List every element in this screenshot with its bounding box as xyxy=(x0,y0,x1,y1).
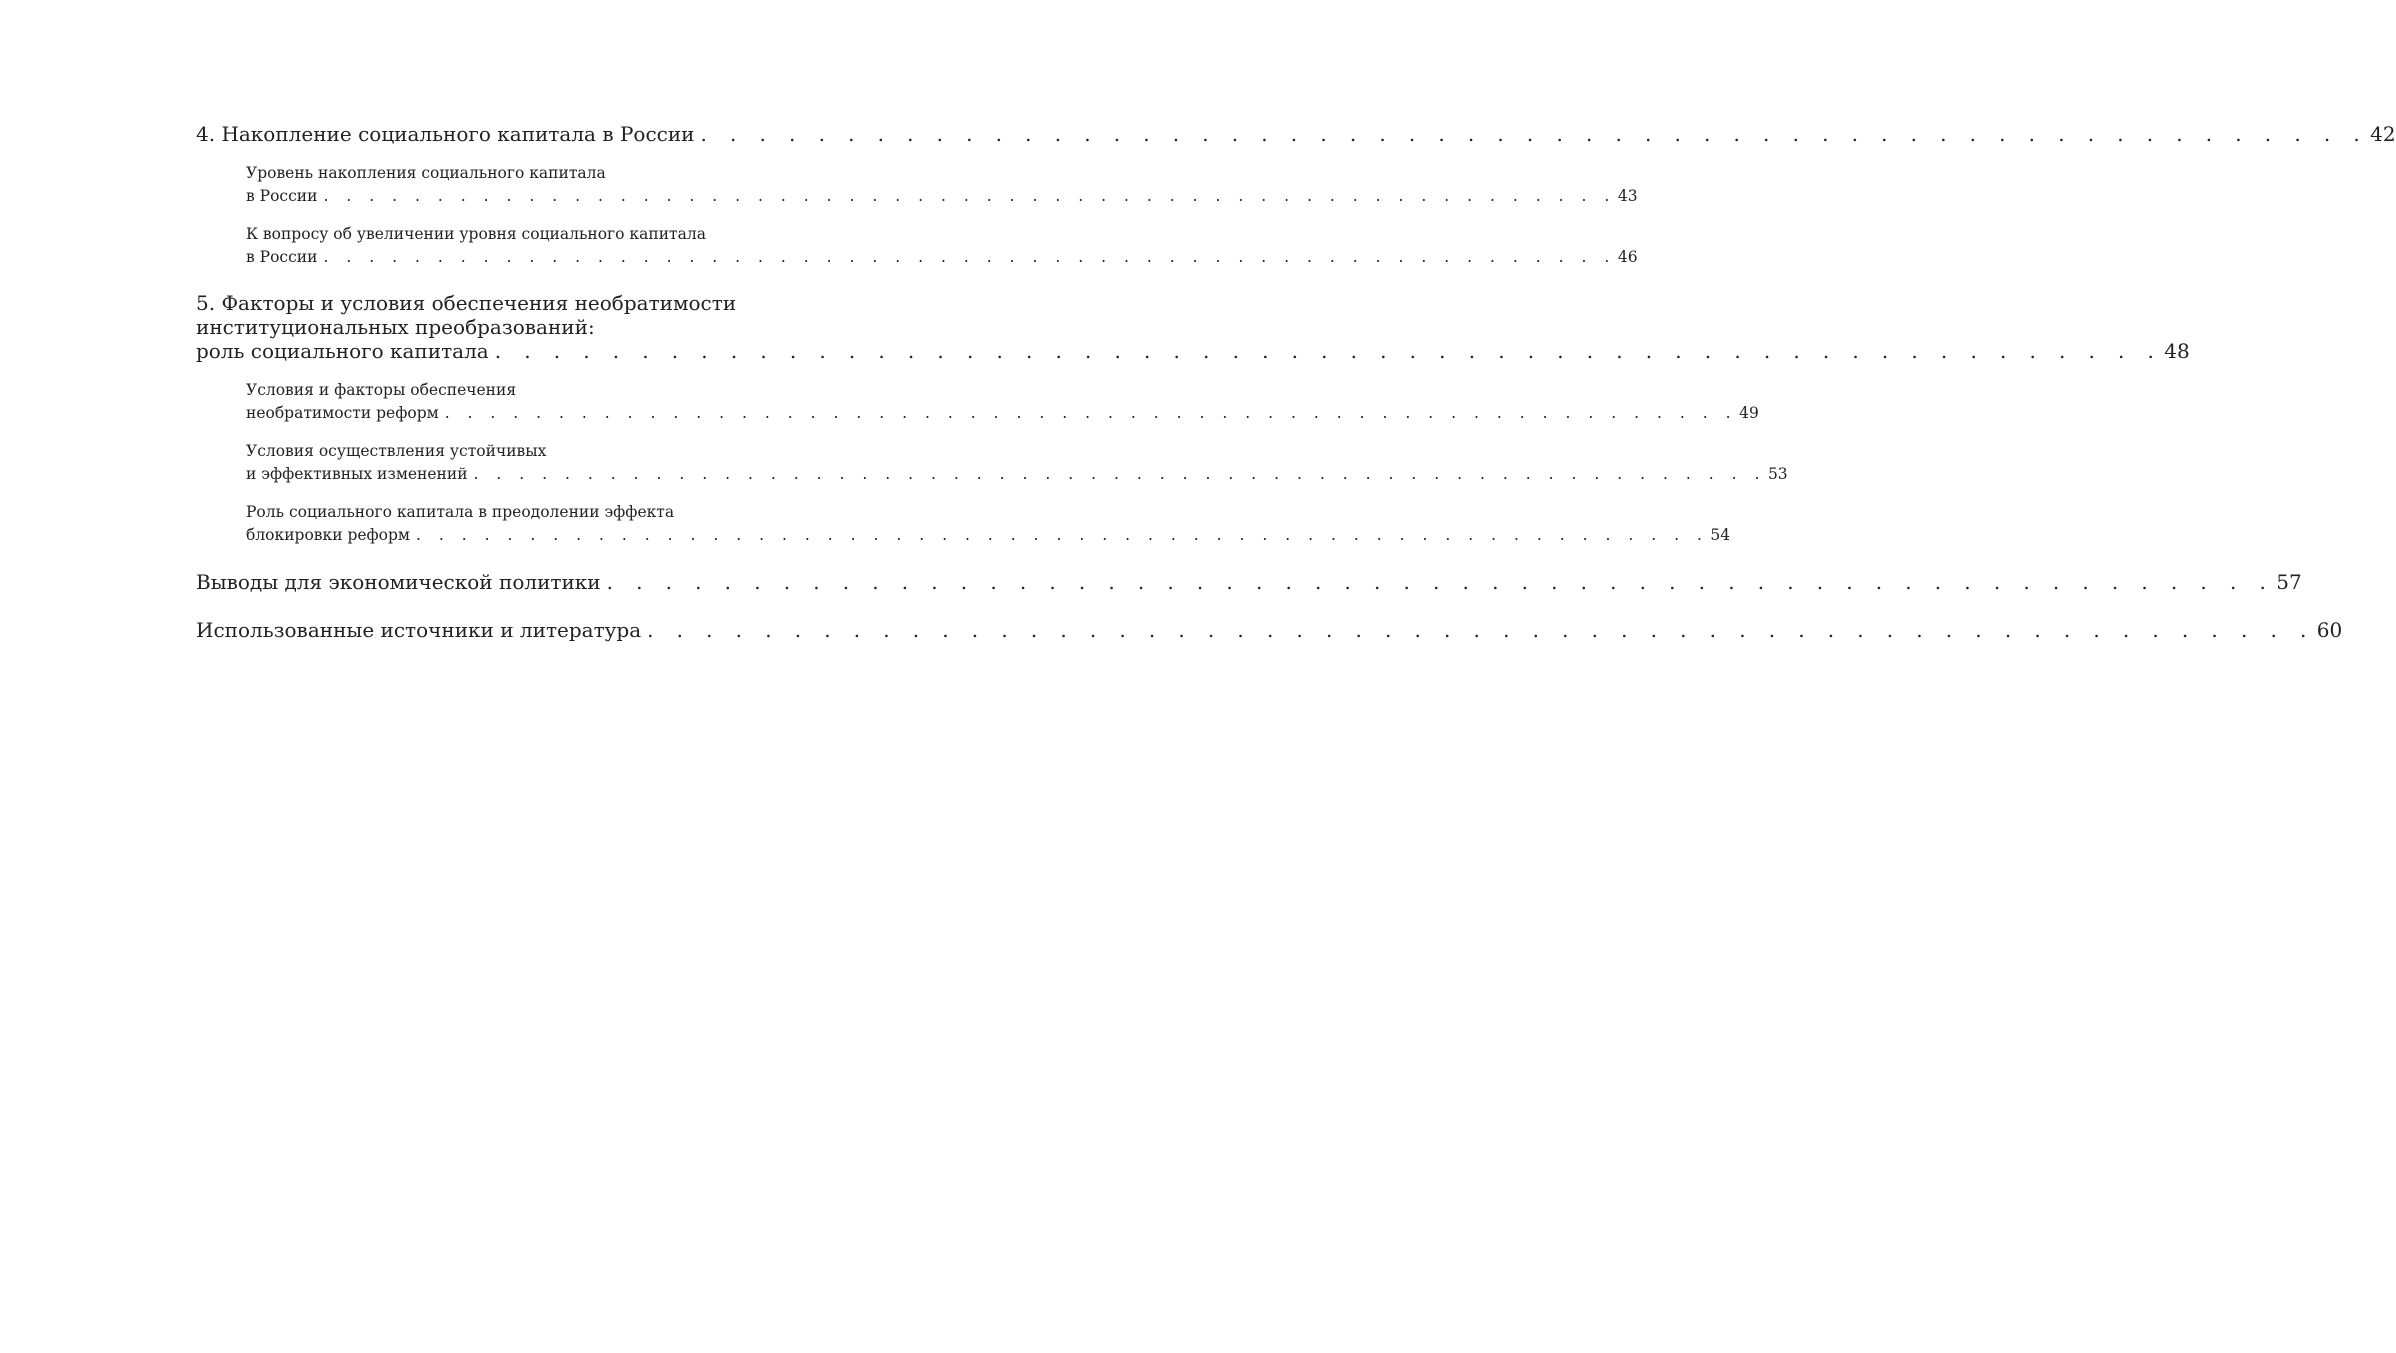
toc-subentry-4-2[interactable] xyxy=(246,223,1638,269)
toc-entry-page-number: 42 xyxy=(2370,122,2396,146)
toc-entry-page-number: 48 xyxy=(2164,339,2190,363)
toc-subentry-5-3[interactable] xyxy=(246,501,1731,547)
toc-entry-conclusions[interactable] xyxy=(196,570,2302,594)
dot-leader: . . . . . . . . . . . . . . . . . . . . . . . . . . . . . . . . . . . . . . . . . . . . . . . . . . . . . . . . . xyxy=(323,248,1616,266)
toc-entry-title-line: 5. Факторы и условия обеспечения необратимости xyxy=(196,291,737,315)
toc-subentry-page-number: 49 xyxy=(1739,404,1759,422)
toc-subentry-title-line: Роль социального капитала в преодолении эффекта xyxy=(246,503,675,521)
dot-leader: . . . . . . . . . . . . . . . . . . . . . . . . . . . . . . . . . . . . . . . . . . . . . . . . . . . . . . . . . xyxy=(444,404,1738,422)
dot-leader: . . . . . . . . . . . . . . . . . . . . . . . . . . . . . . . . . . . . . . . . . . . . . . . . . . . . . . . . . xyxy=(473,465,1766,483)
toc-subentry-page-number: 46 xyxy=(1617,248,1638,266)
dot-leader: . . . . . . . . . . . . . . . . . . . . . . . . . . . . . . . . . . . . . . . . . . . . . . . . . . . . . . . . . xyxy=(494,339,2163,363)
toc-subentry-title-line: К вопросу об увеличении уровня социального капитала xyxy=(246,225,706,243)
toc-subentry-title-line: Условия осуществления устойчивых xyxy=(246,442,547,460)
toc-subentry-title-line: Уровень накопления социального капитала xyxy=(246,164,606,182)
toc-subentry-4-1[interactable] xyxy=(246,162,1638,208)
toc-subentry-title-last-line: необратимости реформ xyxy=(246,404,439,422)
toc-entry-sources[interactable] xyxy=(196,618,2343,642)
toc-entry-title-line: институциональных преобразований: xyxy=(196,315,595,339)
toc-subentry-page-number: 43 xyxy=(1617,187,1638,205)
toc-subentry-page-number: 54 xyxy=(1710,526,1731,544)
toc-subentry-title-last-line: блокировки реформ xyxy=(246,526,410,544)
toc-entry-title-last-line: роль социального капитала xyxy=(196,339,489,363)
dot-leader: . . . . . . . . . . . . . . . . . . . . . . . . . . . . . . . . . . . . . . . . . . . . . . . . . . . . . . . . . xyxy=(416,526,1709,544)
toc-entry-title: 4. Накопление социального капитала в России xyxy=(196,122,695,146)
toc-subentry-title-last-line: в России xyxy=(246,248,318,266)
toc-subentry-page-number: 53 xyxy=(1767,465,1788,483)
toc-entry-page-number: 60 xyxy=(2316,618,2343,642)
toc-entry-chapter-4[interactable] xyxy=(196,122,2396,146)
table-of-contents xyxy=(196,122,2396,642)
dot-leader: . . . . . . . . . . . . . . . . . . . . . . . . . . . . . . . . . . . . . . . . . . . . . . . . . . . . . . . . . xyxy=(606,570,2275,594)
toc-subentry-title-last-line: в России xyxy=(246,187,318,205)
toc-entry-title: Использованные источники и литература xyxy=(196,618,642,642)
toc-subentry-title-line: Условия и факторы обеспечения xyxy=(246,381,517,399)
toc-subentry-5-2[interactable] xyxy=(246,440,1788,486)
toc-entry-page-number: 57 xyxy=(2276,570,2302,594)
dot-leader: . . . . . . . . . . . . . . . . . . . . . . . . . . . . . . . . . . . . . . . . . . . . . . . . . . . . . . . . . xyxy=(323,187,1616,205)
toc-entry-chapter-5[interactable] xyxy=(196,291,2190,363)
dot-leader: . . . . . . . . . . . . . . . . . . . . . . . . . . . . . . . . . . . . . . . . . . . . . . . . . . . . . . . . . xyxy=(700,122,2369,146)
dot-leader: . . . . . . . . . . . . . . . . . . . . . . . . . . . . . . . . . . . . . . . . . . . . . . . . . . . . . . . . . xyxy=(647,618,2315,642)
toc-entry-title: Выводы для экономической политики xyxy=(196,570,601,594)
toc-subentry-title-last-line: и эффективных изменений xyxy=(246,465,468,483)
toc-subentry-5-1[interactable] xyxy=(246,379,1759,425)
